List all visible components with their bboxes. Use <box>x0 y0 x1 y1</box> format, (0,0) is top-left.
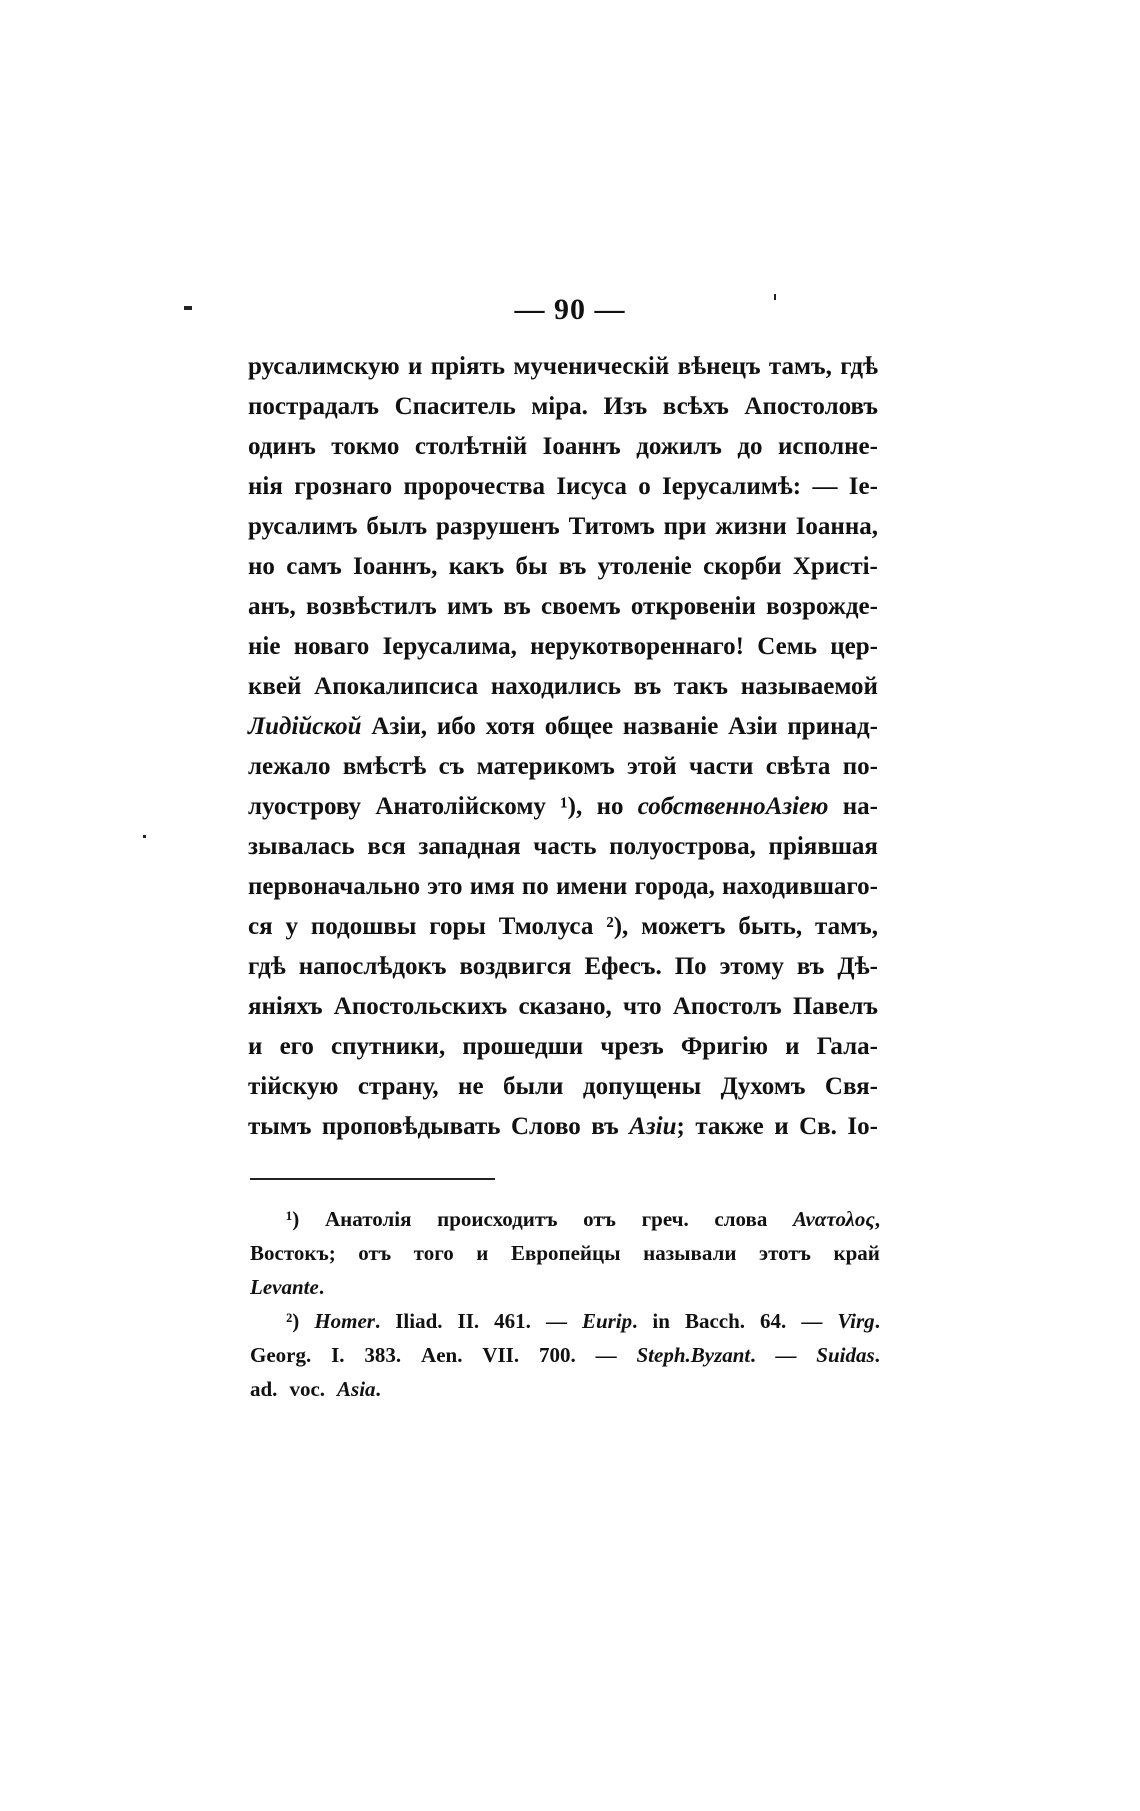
word: Іоаннъ <box>542 433 621 460</box>
text-line <box>248 387 878 427</box>
footnotes <box>250 1202 880 1406</box>
word: этому <box>719 953 784 980</box>
word: міра. <box>531 393 588 420</box>
word: Слово <box>511 1113 581 1140</box>
footnote-line <box>250 1304 880 1338</box>
word: Семь <box>757 633 817 660</box>
text-line <box>248 467 878 507</box>
word: вѣнецъ <box>677 353 761 380</box>
text-line <box>248 947 878 987</box>
footnote-line <box>250 1236 880 1270</box>
word: Іоаннъ, <box>353 553 438 580</box>
word: 461. <box>494 1309 531 1333</box>
word: собственноАзіею <box>637 793 829 820</box>
word: русалимъ <box>248 513 358 540</box>
word: тамъ, <box>768 353 832 380</box>
word: Virg. <box>837 1309 880 1333</box>
word: тымъ <box>248 1113 312 1140</box>
word: гдѣ <box>248 953 286 980</box>
text-line <box>248 787 878 827</box>
word: Іисуса <box>556 473 627 500</box>
word: Іе- <box>848 473 878 500</box>
word: Европейцы <box>510 1241 621 1265</box>
word: части <box>689 753 754 780</box>
word: хотя <box>485 713 535 740</box>
word: — <box>595 1343 617 1367</box>
word: о <box>638 473 651 500</box>
word: Св. <box>799 1113 837 1140</box>
word: вмѣстѣ <box>342 753 427 780</box>
footnote-separator <box>250 1178 495 1180</box>
word: Homer. <box>314 1309 381 1333</box>
word: — <box>545 1309 567 1333</box>
word: такъ <box>673 673 728 700</box>
word: Дѣ- <box>837 953 878 980</box>
word: быть, <box>738 913 803 940</box>
word: 383. <box>364 1343 402 1367</box>
text-line <box>248 827 878 867</box>
word: пострадалъ <box>248 393 379 420</box>
text-line <box>248 1027 878 1067</box>
word: Georg. <box>250 1343 312 1367</box>
word: ad. <box>250 1377 278 1401</box>
word: былъ <box>366 513 428 540</box>
word: ся <box>248 913 273 940</box>
footnote-line <box>250 1202 880 1236</box>
word: Павелъ <box>792 993 878 1020</box>
text-line <box>248 707 878 747</box>
word: общее <box>544 713 614 740</box>
main-text <box>248 347 878 1147</box>
word: Азіи <box>728 713 778 740</box>
word: мученическій <box>513 353 670 380</box>
word: у <box>285 913 298 940</box>
word: и <box>407 353 423 380</box>
word: вся <box>367 833 406 860</box>
word: токмо <box>331 433 400 460</box>
word: Лидійской <box>248 713 362 740</box>
text-line <box>248 587 878 627</box>
word: Asia. <box>337 1377 381 1401</box>
word: и <box>248 1033 263 1060</box>
word: Тмолуса <box>498 913 594 940</box>
word: первоначально <box>248 873 421 900</box>
word: Духомъ <box>720 1073 806 1100</box>
word: Апокалипсиса <box>314 673 479 700</box>
word: VII. <box>482 1343 520 1367</box>
word: спутники, <box>331 1033 446 1060</box>
word: Suidas. <box>816 1343 880 1367</box>
text-line <box>248 427 878 467</box>
word: находились <box>490 673 621 700</box>
word: подошвы <box>310 913 417 940</box>
word: его <box>279 1033 314 1060</box>
word: разрушенъ <box>436 513 560 540</box>
word: 700. <box>538 1343 576 1367</box>
text-line <box>248 1067 878 1107</box>
word: луострову <box>248 793 362 820</box>
word: находившаго- <box>722 873 878 900</box>
word: Титомъ <box>568 513 655 540</box>
word: Анатолійскому <box>375 793 546 820</box>
word: всѣхъ <box>662 393 729 420</box>
word: цер- <box>830 633 878 660</box>
word: грознаго <box>294 473 393 500</box>
word: западная <box>418 833 521 860</box>
word: горы <box>429 913 486 940</box>
word: дожилъ <box>636 433 722 460</box>
word: того <box>413 1241 454 1265</box>
word: Іо- <box>847 1113 878 1140</box>
word: страну, <box>357 1073 439 1100</box>
word: нерукотвореннаго! <box>530 633 744 660</box>
word: Азіи; <box>629 1113 685 1140</box>
word: часть <box>533 833 597 860</box>
word: называли <box>643 1241 737 1265</box>
word: — <box>775 1343 797 1367</box>
word: возвѣстилъ <box>305 593 437 620</box>
word: материкомъ <box>476 753 615 780</box>
word: бы <box>515 553 548 580</box>
word: Bacch. <box>684 1309 746 1333</box>
word: — <box>801 1309 823 1333</box>
text-line <box>248 1107 878 1147</box>
word: Aen. <box>421 1343 463 1367</box>
word: принад- <box>787 713 878 740</box>
text-line <box>248 867 878 907</box>
word: сказано, <box>518 993 612 1020</box>
word: свѣта <box>765 753 831 780</box>
word: ніе <box>248 633 281 660</box>
word: — <box>812 473 838 500</box>
word: ибо <box>436 713 476 740</box>
word: Анатолія <box>324 1207 412 1231</box>
word: въ <box>796 953 825 980</box>
text-line <box>248 507 878 547</box>
word: этотъ <box>759 1241 811 1265</box>
footnote-line <box>250 1338 880 1372</box>
word: русалимскую <box>248 353 400 380</box>
word: яніяхъ <box>248 993 323 1020</box>
stray-mark <box>143 835 146 838</box>
word: что <box>623 993 662 1020</box>
word: Изъ <box>603 393 648 420</box>
word: край <box>833 1241 880 1265</box>
word: Свя- <box>824 1073 878 1100</box>
word: жизни <box>715 513 787 540</box>
word: и <box>774 1113 789 1140</box>
text-line <box>248 547 878 587</box>
word: проповѣдывать <box>321 1113 501 1140</box>
word: также <box>695 1113 764 1140</box>
text-line <box>248 627 878 667</box>
word: in <box>652 1309 670 1333</box>
word: тійскую <box>248 1073 339 1100</box>
word: имя <box>469 873 515 900</box>
page-number: — 90 — <box>514 293 626 326</box>
word: въ <box>633 673 662 700</box>
word: Ανατολος, <box>793 1207 880 1231</box>
word: въ <box>558 553 587 580</box>
word: тамъ, <box>815 913 878 940</box>
word: были <box>503 1073 564 1100</box>
word: столѣтній <box>414 433 528 460</box>
word: имени <box>556 873 628 900</box>
word: имъ <box>447 593 494 620</box>
word: анъ, <box>248 593 296 620</box>
word: и <box>476 1241 489 1265</box>
word: 64. <box>760 1309 787 1333</box>
word: По <box>674 953 707 980</box>
word: исполне- <box>778 433 878 460</box>
word: города, <box>634 873 715 900</box>
word: при <box>663 513 707 540</box>
word: пріять <box>430 353 506 380</box>
text-line <box>248 347 878 387</box>
word: Апостоловъ <box>744 393 878 420</box>
text-line <box>248 667 878 707</box>
text-line <box>248 987 878 1027</box>
word: до <box>737 433 763 460</box>
word: полуострова, <box>609 833 756 860</box>
word: Levante. <box>250 1275 325 1299</box>
word: на- <box>842 793 878 820</box>
word: Steph.Byzant. <box>636 1343 756 1367</box>
word: Гала- <box>816 1033 878 1060</box>
word: этой <box>627 753 677 780</box>
word: какъ <box>448 553 505 580</box>
word: Іоанна, <box>795 513 878 540</box>
word: чрезъ <box>600 1033 664 1060</box>
word: I. <box>331 1343 345 1367</box>
word: слова <box>714 1207 768 1231</box>
word: Іерусалимѣ: <box>662 473 802 500</box>
word: Востокъ; <box>250 1241 336 1265</box>
word: и <box>785 1033 800 1060</box>
word: своемъ <box>540 593 621 620</box>
word: Фригію <box>680 1033 768 1060</box>
word: пріявшая <box>768 833 878 860</box>
word: Ефесъ. <box>584 953 662 980</box>
word: это <box>427 873 463 900</box>
word: по <box>521 873 549 900</box>
word: но <box>248 553 275 580</box>
word: скорби <box>703 553 782 580</box>
word: Азіи, <box>371 713 428 740</box>
text-line <box>248 747 878 787</box>
word: откровеніи <box>630 593 756 620</box>
word: но <box>596 793 624 820</box>
word: Христі- <box>792 553 878 580</box>
word: II. <box>457 1309 480 1333</box>
word: ²) <box>286 1309 300 1333</box>
word: квей <box>248 673 302 700</box>
word: ²), <box>606 913 629 940</box>
word: ¹) <box>286 1207 300 1231</box>
word: по- <box>842 753 878 780</box>
footnote-line <box>250 1270 880 1304</box>
word: въ <box>503 593 531 620</box>
word: Апостолъ <box>672 993 782 1020</box>
word: Eurip. <box>581 1309 638 1333</box>
word: прошедши <box>462 1033 584 1060</box>
word: Спаситель <box>394 393 516 420</box>
text-line <box>248 907 878 947</box>
word: допущены <box>582 1073 702 1100</box>
footnote-line <box>250 1372 880 1406</box>
word: съ <box>438 753 465 780</box>
word: отъ <box>358 1241 392 1265</box>
word: можетъ <box>641 913 726 940</box>
word: утоленіе <box>597 553 692 580</box>
word: не <box>458 1073 484 1100</box>
word: названіе <box>622 713 719 740</box>
word: напослѣдокъ <box>298 953 447 980</box>
word: самъ <box>286 553 342 580</box>
word: отъ <box>583 1207 616 1231</box>
word: новаго <box>293 633 370 660</box>
word: въ <box>591 1113 619 1140</box>
word: Іерусалима, <box>382 633 517 660</box>
word: зывалась <box>248 833 355 860</box>
word: Iliad. <box>395 1309 443 1333</box>
word: одинъ <box>248 433 316 460</box>
word: воздвигся <box>459 953 572 980</box>
word: происходитъ <box>437 1207 558 1231</box>
word: называемой <box>740 673 878 700</box>
word: гдѣ <box>840 353 878 380</box>
word: нія <box>248 473 283 500</box>
word: пророчества <box>403 473 545 500</box>
word: Апостольскихъ <box>333 993 508 1020</box>
word: греч. <box>641 1207 689 1231</box>
word: лежало <box>248 753 331 780</box>
word: ¹), <box>560 793 583 820</box>
word: voc. <box>289 1377 326 1401</box>
word: возрожде- <box>766 593 878 620</box>
